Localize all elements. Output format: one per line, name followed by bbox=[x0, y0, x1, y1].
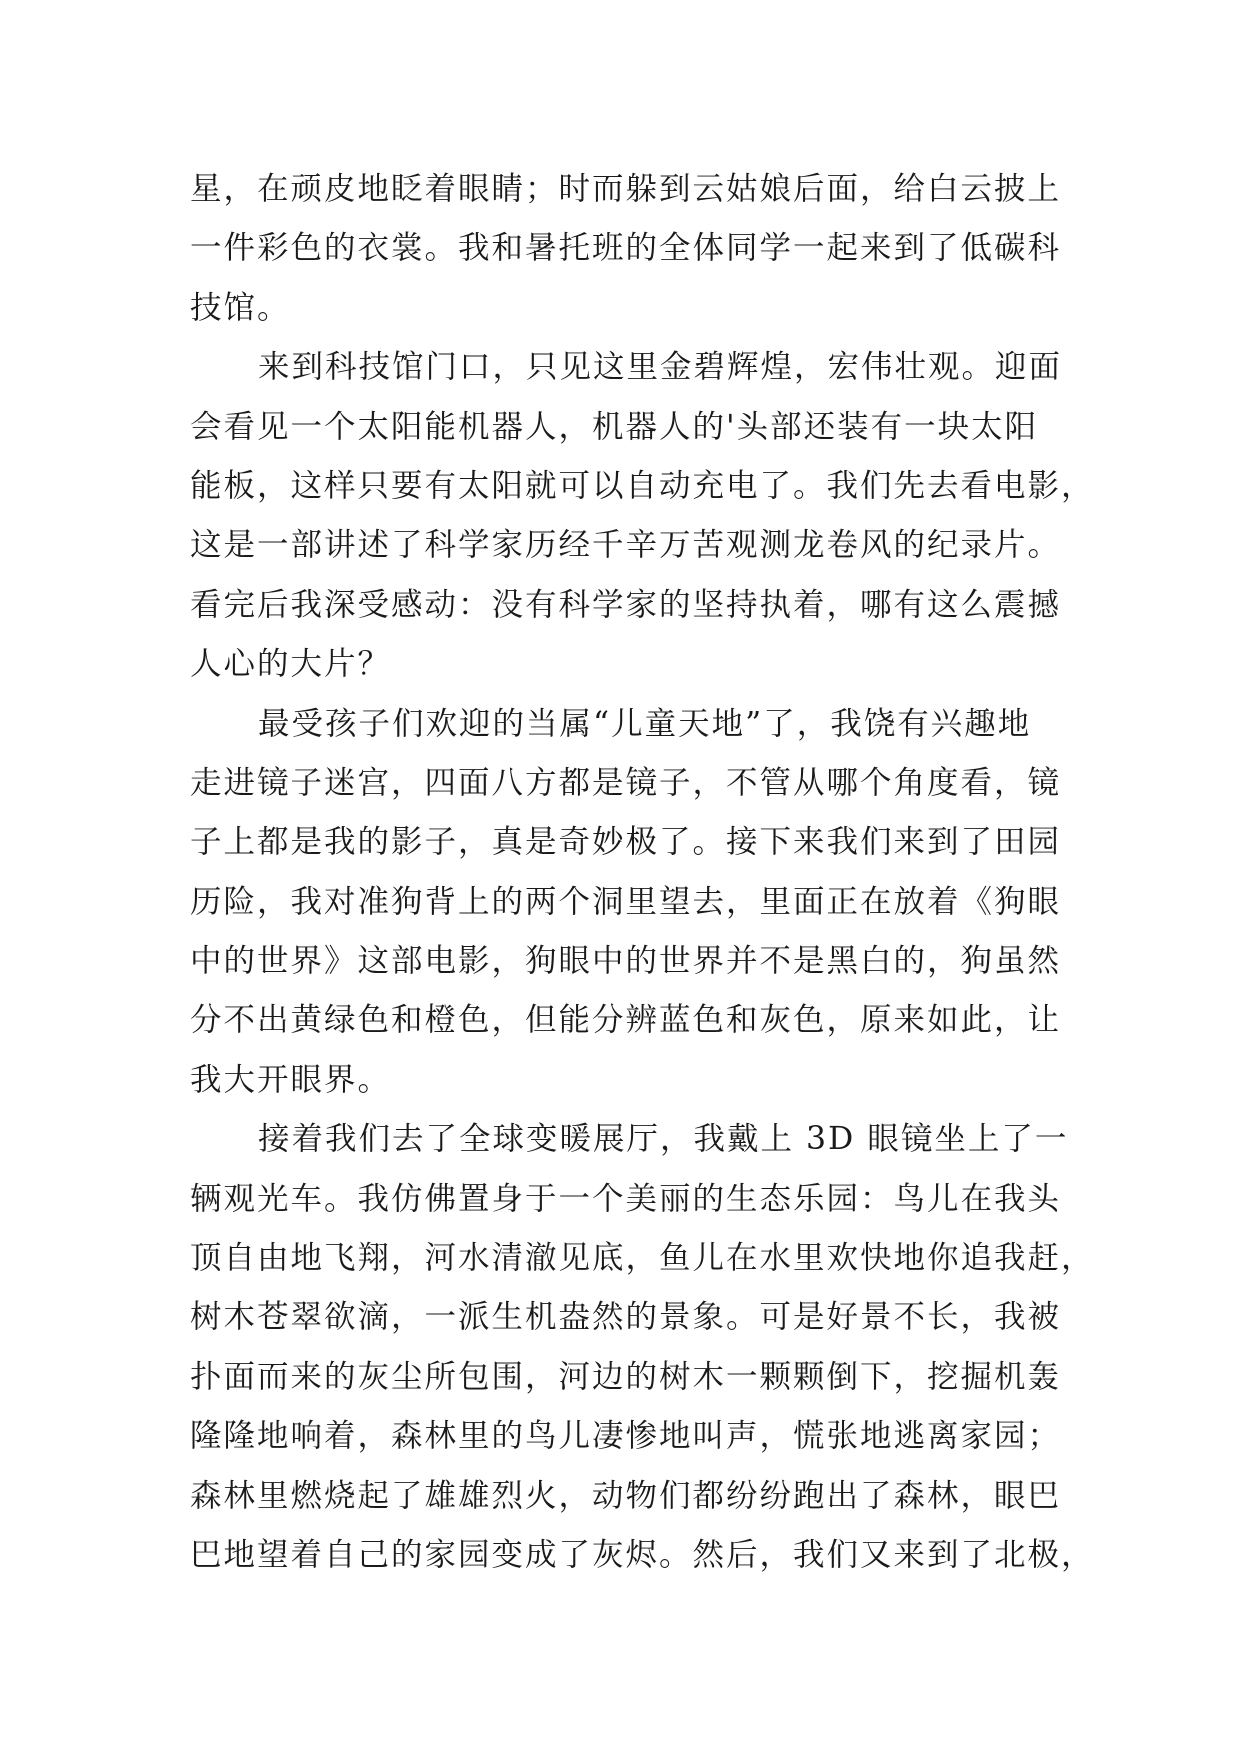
text-line: 树木苍翠欲滴，一派生机盎然的景象。可是好景不长，我被 bbox=[190, 1299, 1062, 1336]
text-line: 人心的大片？ bbox=[190, 646, 392, 683]
text-line: 中的世界》这部电影，狗眼中的世界并不是黑白的，狗虽然 bbox=[190, 943, 1062, 980]
text-line: 巴地望着自己的家园变成了灰烬。然后，我们又来到了北极， bbox=[190, 1536, 1095, 1573]
paragraph-start-line: 来到科技馆门口，只见这里金碧辉煌，宏伟壮观。迎面 bbox=[258, 349, 1063, 386]
text-line: 子上都是我的影子，真是奇妙极了。接下来我们来到了田园 bbox=[190, 824, 1062, 861]
text-line: 历险，我对准狗背上的两个洞里望去，里面正在放着《狗眼 bbox=[190, 883, 1062, 920]
text-line: 我大开眼界。 bbox=[190, 1061, 392, 1098]
text-line: 这是一部讲述了科学家历经千辛万苦观测龙卷风的纪录片。 bbox=[190, 527, 1062, 564]
text-line: 走进镜子迷宫，四面八方都是镜子，不管从哪个角度看，镜 bbox=[190, 764, 1062, 801]
text-line: 一件彩色的衣裳。我和暑托班的全体同学一起来到了低碳科 bbox=[190, 230, 1062, 267]
text-line: 森林里燃烧起了雄雄烈火，动物们都纷纷跑出了森林，眼巴 bbox=[190, 1477, 1062, 1514]
text-line: 能板，这样只要有太阳就可以自动充电了。我们先去看电影， bbox=[190, 467, 1095, 504]
text-line: 顶自由地飞翔，河水清澈见底，鱼儿在水里欢快地你追我赶， bbox=[190, 1240, 1095, 1277]
text-line: 星，在顽皮地眨着眼睛；时而躲到云姑娘后面，给白云披上 bbox=[190, 171, 1062, 207]
text-line: 看完后我深受感动：没有科学家的坚持执着，哪有这么震撼 bbox=[190, 586, 1062, 623]
text-line: 扑面而来的灰尘所包围，河边的树木一颗颗倒下，挖掘机轰 bbox=[190, 1358, 1062, 1395]
paragraph-start-line: 接着我们去了全球变暖展厅，我戴上 3D 眼镜坐上了一 bbox=[258, 1121, 1069, 1158]
text-line: 会看见一个太阳能机器人，机器人的'头部还装有一块太阳 bbox=[190, 408, 1039, 445]
text-line: 分不出黄绿色和橙色，但能分辨蓝色和灰色，原来如此，让 bbox=[190, 1002, 1062, 1039]
text-line: 隆隆地响着，森林里的鸟儿凄惨地叫声，慌张地逃离家园； bbox=[190, 1418, 1062, 1455]
paragraph-start-line: 最受孩子们欢迎的当属“儿童天地”了，我饶有兴趣地 bbox=[258, 705, 1032, 742]
text-line: 辆观光车。我仿佛置身于一个美丽的生态乐园：鸟儿在我头 bbox=[190, 1180, 1062, 1217]
text-line: 技馆。 bbox=[190, 289, 291, 326]
essay-body bbox=[190, 160, 1095, 1585]
